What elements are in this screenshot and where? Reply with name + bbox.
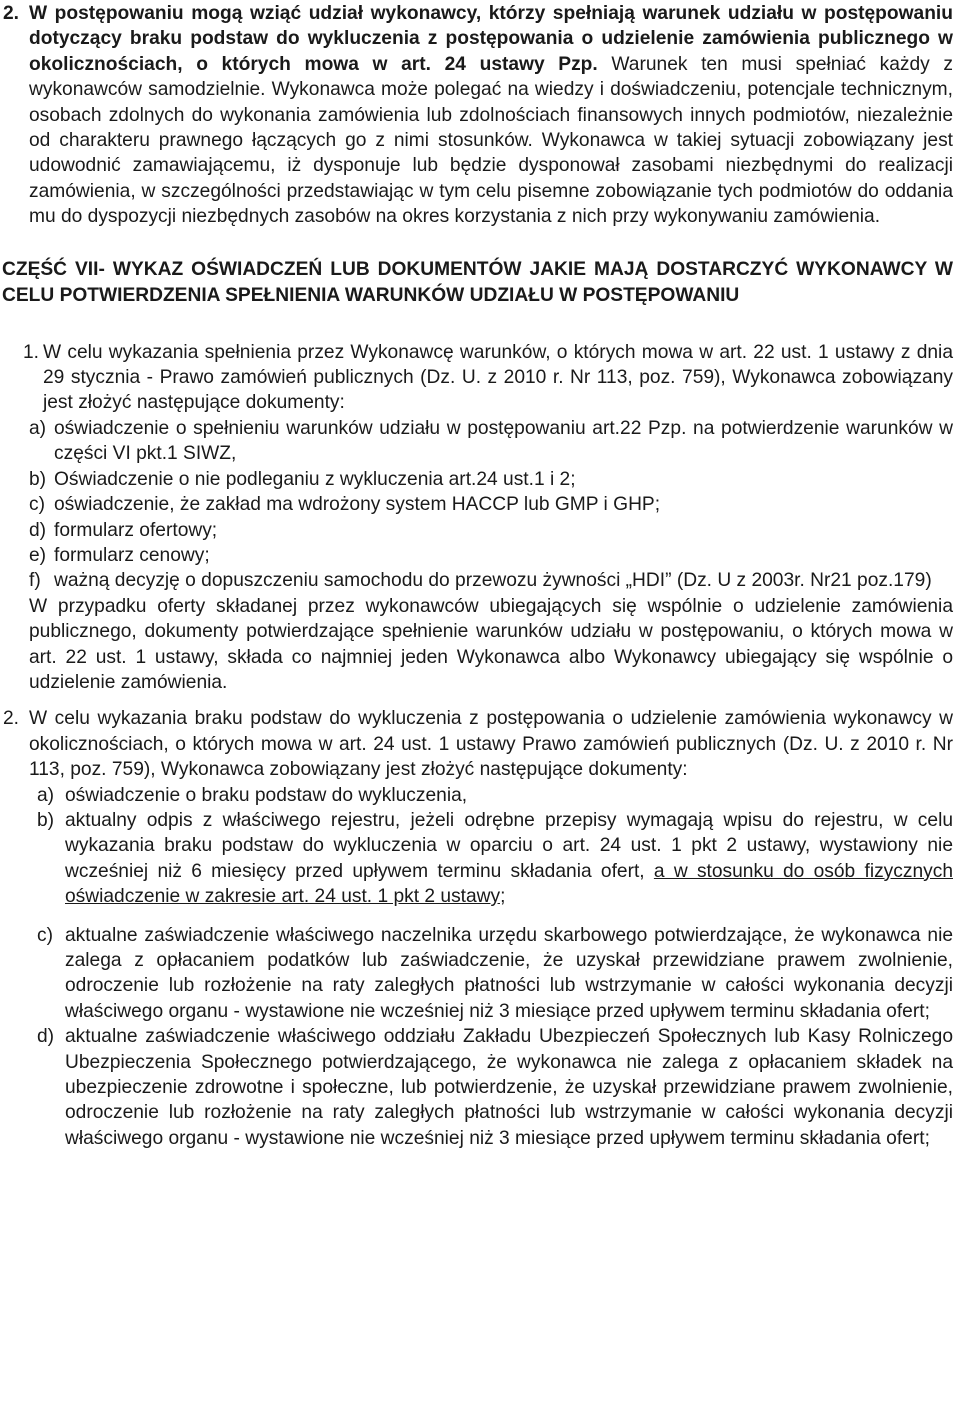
section-1-lead	[23, 340, 953, 416]
list-marker: d)	[37, 1026, 55, 1048]
section-1	[23, 340, 953, 696]
list-item-text: aktualne zaświadczenie właściwego naczelnika urzędu skarbowego potwierdzające, że wykonawca nie zalega z opłacaniem podatków lub zaświadczenie, że uzyskał przewidziane prawem zwolnienie, odroczenie lub rozłożenie na raty zaległych płatności lub wstrzymanie w całości wykonania decyzji właściwego organu - wystawione nie wcześniej niż 3 miesiące przed upływem terminu składania ofert;	[65, 924, 953, 1022]
list-item-text: formularz ofertowy;	[54, 519, 218, 541]
point-2-bold-text: W postępowaniu mogą wziąć udział wykonawcy, którzy spełniają warunek udziału w postępowaniu dotyczący braku podstaw do wykluczenia z postępowania o udzielenie zamówienia publicznego w okolicznościach, o których mowa w art. 24 ustawy Pzp.	[29, 3, 953, 75]
list-marker: c)	[37, 924, 53, 946]
list-marker: a)	[29, 417, 47, 439]
point-2-reliance: Wykonawca może polegać na wiedzy i doświadczeniu, potencjale technicznym, osobach zdolnych do wykonania zamówienia lub zdolnościach finansowych innych podmiotów, niezależnie od charakteru prawnego łączących go z nimi stosunków. Wykonawca w takiej sytuacji zobowiązany jest udowodnić zamawiającemu, iż dysponuje lub będzie dysponował zasobami niezbędnymi do realizacji zamówienia, w szczególności przedstawiając w tym celu pisemne zobowiązanie tych podmiotów do oddania mu do dyspozycji niezbędnych zasobów na okres korzystania z nich przy wykonywaniu zamówienia.	[29, 79, 954, 228]
list-marker: a)	[37, 784, 55, 806]
list-marker: f)	[29, 570, 41, 592]
underlined-text: a w stosunku do osób fizycznych oświadczenie w zakresie art. 24 ust. 1 pkt 2 ustawy;	[65, 860, 953, 908]
section-2-number: 2.	[3, 708, 20, 730]
list-item-text: oświadczenie, że zakład ma wdrożony system HACCP lub GMP i GHP;	[54, 494, 661, 516]
list-item	[37, 783, 953, 808]
list-item	[29, 543, 953, 568]
list-item-text: ważną decyzję o dopuszczeniu samochodu do przewozu żywności „HDI” (Dz. U z 2003r. Nr21 poz.179)	[54, 570, 932, 592]
list-item-text: oświadczenie o spełnieniu warunków udziału w postępowaniu art.22 Pzp. na potwierdzenie warunków w części VI pkt.1 SIWZ,	[54, 417, 953, 465]
list-item-text: aktualne zaświadczenie właściwego oddziału Zakładu Ubezpieczeń Społecznych lub Kasy Rolniczego Ubezpieczenia Społecznego potwierdzającego, że wykonawca nie zalega z opłacaniem składek na ubezpieczenie zdrowotne i społeczne, lub potwierdzenie, że uzyskał przewidziane prawem zwolnienie, odroczenie lub rozłożenie na raty zaległych płatności lub wstrzymanie w całości wykonania decyzji właściwego organu - wystawione nie wcześniej niż 3 miesiące przed upływem terminu składania ofert;	[65, 1026, 953, 1149]
section-2-lead	[3, 706, 953, 782]
section-2-list	[37, 783, 953, 1152]
section-heading: CZĘŚĆ VII- WYKAZ OŚWIADCZEŃ LUB DOKUMENTÓW JAKIE MAJĄ DOSTARCZYĆ WYKONAWCY W CELU POTWIERDZENIA SPEŁNIENIA WARUNKÓW UDZIAŁU W POSTĘPOWANIU	[2, 258, 953, 306]
list-item	[29, 518, 953, 543]
list-item	[37, 808, 953, 910]
list-marker: b)	[29, 468, 47, 490]
list-marker: b)	[37, 809, 55, 831]
list-item	[29, 568, 953, 593]
list-marker: c)	[29, 494, 45, 516]
point-2-condition: Warunek ten musi spełniać każdy z wykonawców samodzielnie.	[29, 53, 953, 101]
list-item	[37, 923, 953, 1025]
section-2	[3, 706, 953, 1151]
list-marker: e)	[29, 544, 47, 566]
list-item-text: oświadczenie o braku podstaw do wykluczenia,	[65, 784, 468, 806]
list-item-text: formularz cenowy;	[54, 544, 210, 566]
section-1-list	[29, 416, 953, 594]
list-item	[29, 416, 953, 467]
point-2-text	[29, 1, 953, 230]
list-item-text: aktualny odpis z właściwego rejestru, jeżeli odrębne przepisy wymagają wpisu do rejestru, w celu wykazania braku podstaw do wykluczenia w oparciu o art. 24 ust. 1 pkt 2 ustawy, wystawiony nie wcześniej niż 6 miesięcy przed upływem terminu składania ofert,	[65, 809, 953, 882]
section-1-text: W celu wykazania spełnienia przez Wykonawcę warunków, o których mowa w art. 22 ust. 1 ustawy z dnia 29 stycznia - Prawo zamówień publicznych (Dz. U. z 2010 r. Nr 113, poz. 759), Wykonawca zobowiązany jest złożyć następujące dokumenty:	[43, 341, 953, 414]
list-item	[29, 467, 953, 492]
list-item	[37, 1024, 953, 1151]
list-marker: d)	[29, 519, 47, 541]
list-item-text: Oświadczenie o nie podleganiu z wykluczenia art.24 ust.1 i 2;	[54, 468, 576, 490]
section-1-number: 1.	[23, 341, 40, 363]
point-2-number: 2.	[3, 3, 20, 24]
joint-bid-note: W przypadku oferty składanej przez wykonawców ubiegających się wspólnie o udzielenie zamówienia publicznego, dokumenty potwierdzające spełnienie warunków udziału w postępowaniu, o których mowa w art. 22 ust. 1 ustawy, składa co najmniej jeden Wykonawca albo Wykonawcy ubiegający się wspólnie o udzielenie zamówienia.	[29, 595, 953, 693]
point-2-intro	[3, 1, 954, 230]
section-2-text: W celu wykazania braku podstaw do wykluczenia z postępowania o udzielenie zamówienia wykonawcy w okolicznościach, o których mowa w art. 24 ust. 1 ustawy Prawo zamówień publicznych (Dz. U. z 2010 r. Nr 113, poz. 759), Wykonawca zobowiązany jest złożyć następujące dokumenty:	[29, 708, 953, 781]
list-item	[29, 492, 953, 517]
